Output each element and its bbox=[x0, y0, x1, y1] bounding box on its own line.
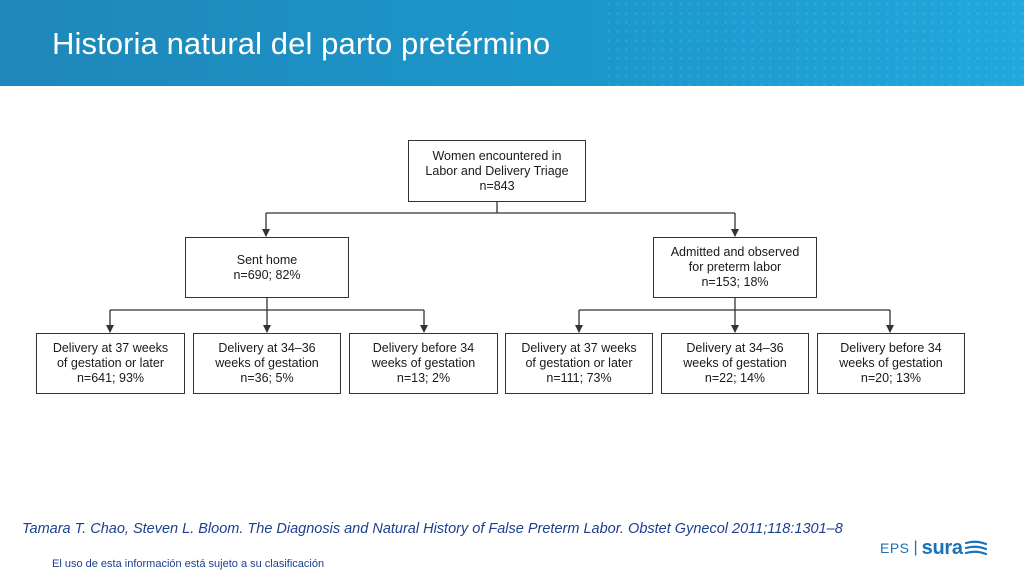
sent-home-node bbox=[185, 237, 349, 298]
logo-eps-text: EPS bbox=[880, 540, 910, 556]
left-child-node-1 bbox=[36, 333, 185, 394]
slide-title: Historia natural del parto pretérmino bbox=[52, 26, 551, 61]
right-child-node-2 bbox=[661, 333, 809, 394]
eps-sura-logo bbox=[880, 536, 987, 560]
left-child-node-2-text: Delivery at 34–36 weeks of gestation n=36; 5% bbox=[215, 341, 319, 385]
right-child-node-1 bbox=[505, 333, 653, 394]
right-child-node-2-text: Delivery at 34–36 weeks of gestation n=22; 14% bbox=[683, 341, 787, 385]
sura-swoosh-icon bbox=[965, 539, 987, 557]
left-child-node-3-text: Delivery before 34 weeks of gestation n=13; 2% bbox=[371, 341, 476, 385]
left-child-node-3 bbox=[349, 333, 498, 394]
left-child-node-1-text: Delivery at 37 weeks of gestation or later n=641; 93% bbox=[52, 341, 169, 385]
root-node bbox=[408, 140, 586, 202]
sent-home-node-text: Sent home n=690; 82% bbox=[233, 252, 301, 282]
logo-separator: | bbox=[913, 539, 918, 556]
admitted-node-text: Admitted and observed for preterm labor n=153; 18% bbox=[670, 245, 800, 289]
right-child-node-3-text: Delivery before 34 weeks of gestation n=20; 13% bbox=[839, 341, 943, 385]
root-node-text: Women encountered in Labor and Delivery Triage n=843 bbox=[425, 148, 569, 193]
admitted-node bbox=[653, 237, 817, 298]
citation: Tamara T. Chao, Steven L. Bloom. The Diagnosis and Natural History of False Preterm Labor. Obstet Gynecol 2011;118:1301–8 bbox=[22, 521, 843, 537]
right-child-node-1-text: Delivery at 37 weeks of gestation or later n=111; 73% bbox=[521, 341, 637, 385]
classification-note: El uso de esta información está sujeto a su clasificación bbox=[52, 558, 325, 570]
right-child-node-3 bbox=[817, 333, 965, 394]
left-child-node-2 bbox=[193, 333, 341, 394]
logo-sura-text: sura bbox=[921, 536, 963, 559]
